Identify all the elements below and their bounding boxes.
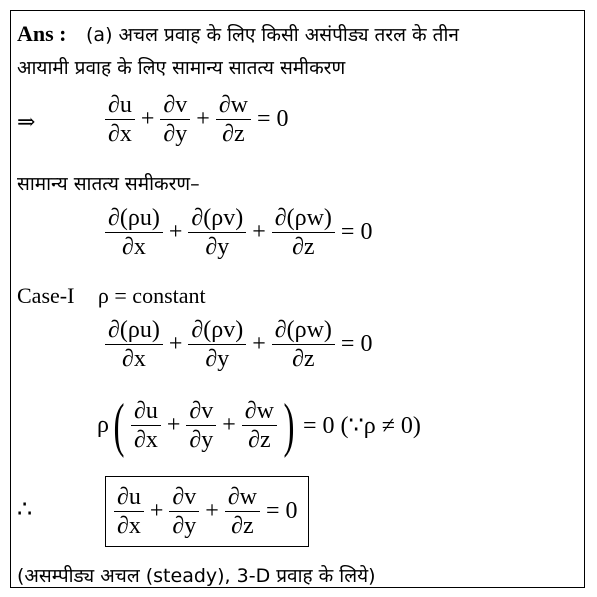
intro-line-1 [17, 21, 459, 48]
fraction-du-dx: $\frac{\partial u}{\partial x}$ [105, 91, 135, 148]
rho-factor: ρ [97, 411, 109, 438]
factored-equation: ρ ( $\frac{\partial u}{\partial x}$ + $\frac{\partial v}{\partial y}$ + $\frac{\partial w}{\partial z}$ ) = 0 (∵ρ ≠ 0) [97, 392, 421, 458]
fraction-dv-dy: $\frac{\partial v}{\partial y}$ [169, 483, 199, 540]
therefore-symbol: ∴ [17, 497, 33, 523]
fraction-du-dx: $\frac{\partial u}{\partial x}$ [114, 483, 144, 540]
fraction-drhow-dz: $\frac{\partial(\rho w)}{\partial z}$ [272, 316, 335, 373]
case-line [17, 283, 206, 309]
intro-line-2: आयामी प्रवाह के लिए सामान्य सातत्य समीकरण [17, 57, 346, 79]
fraction-drhov-dy: $\frac{\partial(\rho v)}{\partial y}$ [188, 204, 246, 261]
result-box: $\frac{\partial u}{\partial x}$ + $\frac{\partial v}{\partial y}$ + $\frac{\partial w}{\partial z}$ = 0 [105, 476, 309, 547]
general-heading: सामान्य सातत्य समीकरण– [17, 173, 200, 195]
equation-rhs: = 0 [266, 498, 298, 524]
fraction-dw-dz: $\frac{\partial w}{\partial z}$ [242, 397, 277, 454]
equation-rhs: = 0 [340, 331, 373, 357]
ans-label: Ans : [17, 21, 67, 46]
implies-symbol: ⇒ [17, 109, 36, 134]
case-continuity-equation: $\frac{\partial(\rho u)}{\partial x}$ + $\frac{\partial(\rho v)}{\partial y}$ + $\frac{\partial(\rho w)}{\partial z}$ = 0 [103, 316, 376, 373]
final-boxed-equation [105, 476, 309, 547]
case-condition: ρ = constant [97, 283, 206, 308]
fraction-drhow-dz: $\frac{\partial(\rho w)}{\partial z}$ [272, 204, 335, 261]
intro-text-1: (a) अचल प्रवाह के लिए किसी असंपीड्य तरल के तीन [86, 24, 459, 46]
general-continuity-equation: $\frac{\partial(\rho u)}{\partial x}$ + $\frac{\partial(\rho v)}{\partial y}$ + $\frac{\partial(\rho w)}{\partial z}$ = 0 [103, 204, 376, 261]
answer-box [10, 10, 585, 588]
case-label: Case-I [17, 283, 75, 308]
fraction-dw-dz: $\frac{\partial w}{\partial z}$ [216, 91, 251, 148]
fraction-drhou-dx: $\frac{\partial(\rho u)}{\partial x}$ [105, 316, 163, 373]
fraction-drhou-dx: $\frac{\partial(\rho u)}{\partial x}$ [105, 204, 163, 261]
fraction-du-dx: $\frac{\partial u}{\partial x}$ [131, 397, 161, 454]
footer-note: (असम्पीड्य अचल (steady), 3-D प्रवाह के लिये) [17, 565, 376, 587]
right-paren: ) [283, 392, 295, 458]
fraction-dw-dz: $\frac{\partial w}{\partial z}$ [225, 483, 260, 540]
continuity-equation-incompressible: $\frac{\partial u}{\partial x}$ + $\frac{\partial v}{\partial y}$ + $\frac{\partial w}{\partial z}$ = 0 [103, 91, 293, 148]
fraction-drhov-dy: $\frac{\partial(\rho v)}{\partial y}$ [188, 316, 246, 373]
fraction-dv-dy: $\frac{\partial v}{\partial y}$ [160, 91, 190, 148]
left-paren: ( [113, 392, 125, 458]
equation-rhs: = 0 [340, 219, 373, 245]
fraction-dv-dy: $\frac{\partial v}{\partial y}$ [186, 397, 216, 454]
equation-rhs: = 0 [257, 106, 289, 132]
equation-rhs: = 0 (∵ρ ≠ 0) [302, 412, 421, 439]
